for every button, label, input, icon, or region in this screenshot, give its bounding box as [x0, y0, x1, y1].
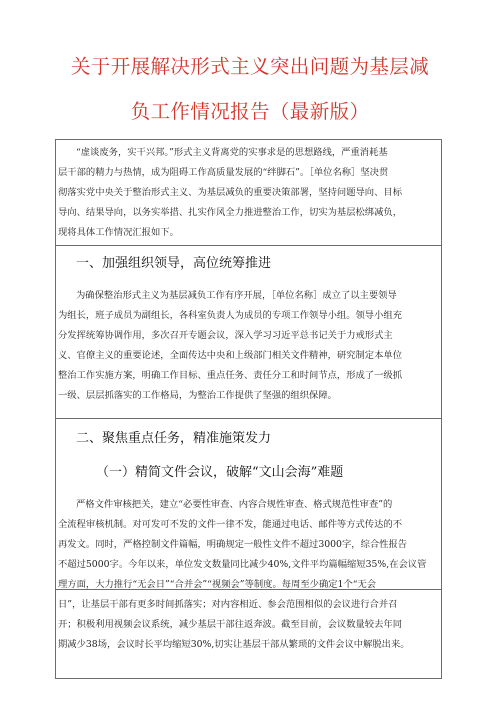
section-heading: 二、聚焦重点任务，精准施策发力: [76, 431, 272, 446]
report-title-line-2: 负工作情况报告（最新版）: [130, 101, 370, 123]
subsection-heading: （一）精简文件会议，破解“文山会海”难题: [96, 465, 344, 480]
intro-line: 现将具体工作情况汇报如下。: [58, 227, 179, 238]
paragraph-line: 义、官僚主义的重要论述，全面传达中央和上级部门相关文件精神，研究制定本单位: [58, 350, 402, 361]
paragraph-line: 全流程审核机制。对可发可不发的文件一律不发，能通过电话、邮件等方式传达的不: [58, 519, 402, 530]
section-heading: 一、加强组织领导，高位统筹推进: [76, 256, 272, 271]
paragraph-line: 为组长，班子成员为副组长，各科室负责人为成员的专项工作领导小组。领导小组充: [58, 310, 402, 321]
paragraph-line: 开；积极利用视频会议系统，减少基层干部往返奔波。截至目前，会议数量较去年同: [58, 619, 402, 630]
paragraph-line: 不超过5000字。今年以来，单位发文数量同比减少40%,文件平均篇幅缩短35%,在会议管: [58, 559, 427, 570]
paragraph-line: 日”，让基层干部有更多时间抓落实；对内容相近、参会范围相似的会议进行合并召: [58, 599, 398, 610]
intro-line: 彻落实党中央关于整治形式主义、为基层减负的重要决策部署，坚持问题导向、目标: [58, 187, 402, 198]
paragraph-line: 期减少38场，会议时长平均缩短30%,切实让基层干部从繁琐的文件会议中解脱出来。: [58, 639, 410, 650]
row-divider: [55, 418, 442, 419]
paragraph-line: 为确保整治形式主义为基层减负工作有序开展，［单位名称］成立了以主要领导: [76, 290, 397, 301]
intro-line: 层干部的精力与热情，成为阻碍工作高质量发展的“绊脚石”。［单位名称］坚决贯: [58, 167, 389, 178]
paragraph-line: 严格文件审核把关，建立“必要性审查、内容合规性审查、格式规范性审查”的: [76, 499, 393, 510]
paragraph-line: 一级、层层抓落实的工作格局，为整治工作提供了坚强的组织保障。: [58, 390, 337, 401]
intro-line: “虚谈废务，实干兴邦。”形式主义背离党的实事求是的思想路线，严重消耗基: [76, 147, 388, 158]
row-divider: [55, 245, 442, 246]
paragraph-line: 再发文。同时，严格控制文件篇幅，明确规定一般性文件不超过3000字，综合性报告: [58, 539, 408, 550]
report-title-line-1: 关于开展解决形式主义突出问题为基层减: [70, 56, 430, 78]
paragraph-line: 分发挥统筹协调作用，多次召开专题会议，深入学习习近平总书记关于力戒形式主: [58, 330, 393, 341]
intro-line: 导向、结果导向，以务实举措、扎实作风全力推进整治工作，切实为基层松绑减负，: [58, 207, 402, 218]
paragraph-line: 理方面，大力推行“无会日”“合并会”“视频会”等制度。每周至少确定1个“无会: [58, 579, 377, 590]
paragraph-line: 整治工作实施方案，明确工作目标、重点任务、责任分工和时间节点，形成了一级抓: [58, 370, 402, 381]
